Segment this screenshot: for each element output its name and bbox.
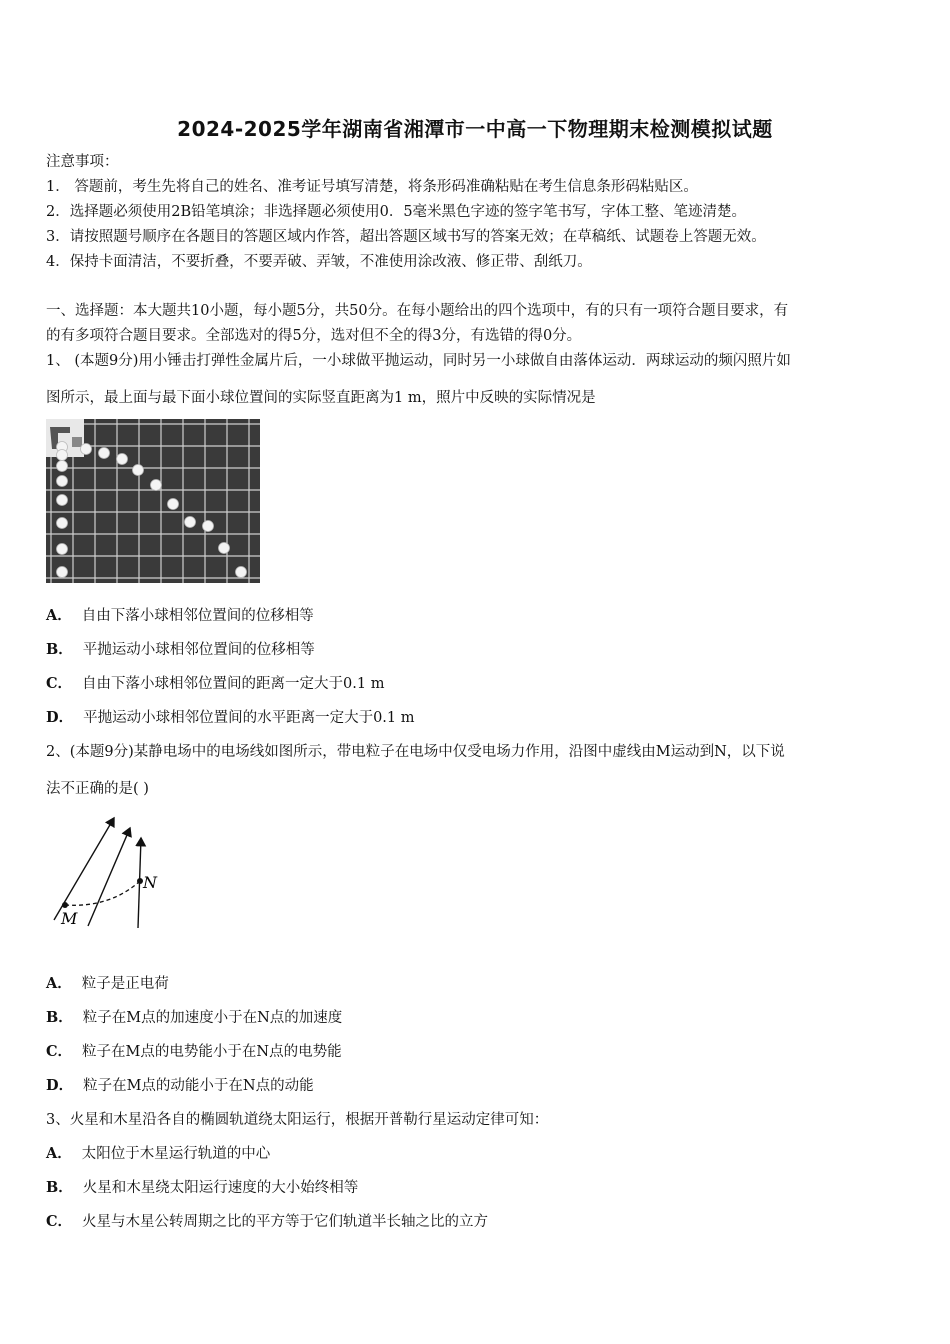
q1-option-b — [46, 640, 315, 660]
q3-option-a-text: 太阳位于木星运行轨道的中心 — [81, 1146, 271, 1162]
q2-option-c — [46, 1042, 342, 1062]
q1-option-d — [46, 708, 415, 728]
label-m: M — [61, 909, 78, 928]
q2-option-b-letter: B． — [46, 1009, 73, 1026]
strobe-photo-figure — [46, 419, 260, 583]
q1-option-d-text: 平抛运动小球相邻位置间的水平距离一定大于0.1 m — [83, 710, 415, 726]
q1-option-a — [46, 606, 314, 626]
notice-item-4: 4．保持卡面清洁，不要折叠，不要弄破、弄皱，不准使用涂改液、修正带、刮纸刀。 — [46, 254, 592, 270]
q2-option-c-text: 粒子在M点的电势能小于在N点的电势能 — [82, 1044, 342, 1060]
q2-option-a — [46, 974, 169, 994]
q2-option-a-text: 粒子是正电荷 — [81, 976, 169, 992]
question-2-stem-line-2: 法不正确的是( ) — [46, 781, 149, 797]
notice-item-3: 3．请按照题号顺序在各题目的答题区域内作答，超出答题区域书写的答案无效；在草稿纸、试题卷上答题无效。 — [46, 229, 766, 245]
q2-option-c-letter: C． — [46, 1043, 73, 1060]
question-1-stem-line-2: 图所示，最上面与最下面小球位置间的实际竖直距离为1 m，照片中反映的实际情况是 — [46, 390, 596, 406]
notice-item-1: 1． 答题前，考生先将自己的姓名、准考证号填写清楚，将条形码准确粘贴在考生信息条形码粘贴区。 — [46, 179, 698, 195]
q2-option-d-text: 粒子在M点的动能小于在N点的动能 — [83, 1078, 314, 1094]
point-m — [62, 902, 68, 908]
q3-option-a — [46, 1144, 270, 1164]
question-1-stem-line-1: 1、 (本题9分)用小锤击打弹性金属片后，一小球做平抛运动，同时另一小球做自由落体运动．两球运动的频闪照片如 — [46, 353, 791, 369]
q3-option-c-letter: C． — [46, 1213, 73, 1230]
q3-option-b-letter: B． — [46, 1179, 73, 1196]
q2-option-d-letter: D． — [46, 1077, 74, 1094]
section-instructions-line-2: 的有多项符合题目要求。全部选对的得5分，选对但不全的得3分，有选错的得0分。 — [46, 328, 582, 344]
q3-option-c-text: 火星与木星公转周期之比的平方等于它们轨道半长轴之比的立方 — [82, 1214, 489, 1230]
electric-field-figure — [50, 808, 180, 933]
q1-option-c-text: 自由下落小球相邻位置间的距离一定大于0.1 m — [82, 676, 385, 692]
q1-option-c-letter: C． — [46, 675, 73, 692]
q2-option-a-letter: A． — [46, 975, 72, 992]
label-n: N — [143, 873, 157, 892]
q2-option-d — [46, 1076, 314, 1096]
q1-option-c — [46, 674, 384, 694]
q3-option-c — [46, 1212, 488, 1232]
notice-heading: 注意事项： — [46, 154, 119, 170]
q2-option-b — [46, 1008, 342, 1028]
notice-item-2: 2．选择题必须使用2B铅笔填涂；非选择题必须使用0．5毫米黑色字迹的签字笔书写，字体工整、笔迹清楚。 — [46, 204, 747, 220]
q2-option-b-text: 粒子在M点的加速度小于在N点的加速度 — [82, 1010, 343, 1026]
q1-option-b-text: 平抛运动小球相邻位置间的位移相等 — [82, 642, 315, 658]
page-title: 2024-2025学年湖南省湘潭市一中高一下物理期末检测模拟试题 — [177, 117, 773, 141]
q1-option-a-text: 自由下落小球相邻位置间的位移相等 — [81, 608, 314, 624]
q1-option-b-letter: B． — [46, 641, 73, 658]
q1-option-d-letter: D． — [46, 709, 74, 726]
question-2-stem-line-1: 2、(本题9分)某静电场中的电场线如图所示，带电粒子在电场中仅受电场力作用，沿图中虚线由M运动到N，以下说 — [46, 744, 785, 760]
q1-option-a-letter: A． — [46, 607, 72, 624]
section-instructions-line-1: 一、选择题：本大题共10小题，每小题5分，共50分。在每小题给出的四个选项中，有的只有一项符合题目要求，有 — [46, 303, 789, 319]
q3-option-b — [46, 1178, 358, 1198]
question-3-stem: 3、火星和木星沿各自的椭圆轨道绕太阳运行，根据开普勒行星运动定律可知： — [46, 1112, 549, 1128]
q3-option-a-letter: A． — [46, 1145, 72, 1162]
q3-option-b-text: 火星和木星绕太阳运行速度的大小始终相等 — [82, 1180, 359, 1196]
